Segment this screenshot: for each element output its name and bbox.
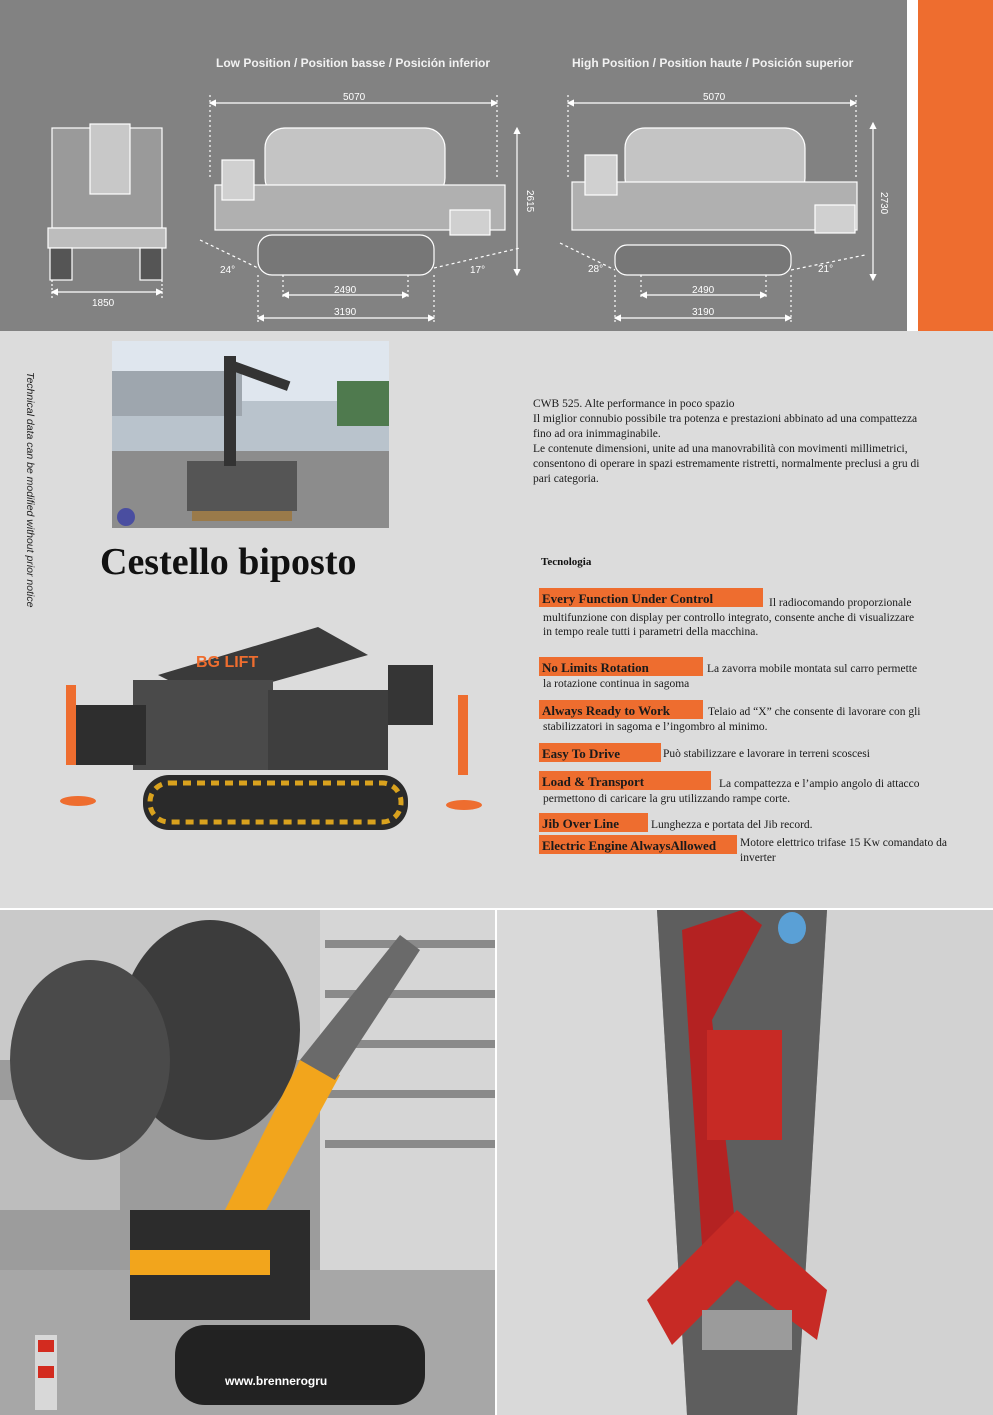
low-height-label: 2615 [524,190,535,213]
high-height-label: 2730 [878,192,889,215]
low-angle-left: 24° [220,265,236,276]
feature-label-no-limits: No Limits Rotation [539,657,703,676]
intro-text [533,397,923,487]
high-length-label: 5070 [703,92,726,103]
low-position-drawing [200,95,520,324]
low-position-title: Low Position / Position basse / Posición inferior [216,56,491,70]
front-width-label: 1850 [92,298,115,309]
intro-line-1: Il miglior connubio possibile tra potenza e prestazioni abbinato ad una compattezza fino ad ora inimmaginabile. [533,413,918,440]
intro-line-2: Le contenute dimensioni, unite ad una manovrabilità con movimenti millimetrici, consentono di operare in spazi estremamente ristretti, normalmente preclusi a gru di pari categoria. [533,443,920,485]
feature-desc-electric-engine: Motore elettrico trifase 15 Kw comandato da inverter [740,837,947,864]
basket-photo [112,341,389,528]
feature-label-every-function: Every Function Under Control [539,588,763,607]
high-angle-right: 21° [818,264,834,275]
feature-desc-always-ready: Telaio ad “X” che consente di lavorare con gli stabilizzatori in sagoma e l’ingombro al minimo. [543,706,921,733]
high-track-inner: 2490 [692,285,715,296]
feature-desc-jib-over-line: Lunghezza e portata del Jib record. [651,819,813,831]
accent-tab [918,0,993,331]
low-angle-right: 17° [470,265,486,276]
disclaimer-note: Technical data can be modified without prior notice [24,372,36,608]
machine-illustration [58,615,496,845]
feature-label-always-ready: Always Ready to Work [539,700,703,719]
low-length-label: 5070 [343,92,366,103]
technology-heading: Tecnologia [541,556,592,568]
front-view-drawing [48,124,166,298]
feature-label-jib-over-line: Jib Over Line [539,813,648,832]
intro-heading: CWB 525. Alte performance in poco spazio [533,398,735,410]
feature-desc-easy-drive: Può stabilizzare e lavorare in terreni scoscesi [663,748,870,760]
feature-label-electric-engine: Electric Engine AlwaysAllowed [539,835,737,854]
feature-label-load-transport: Load & Transport [539,771,711,790]
feature-label-easy-drive: Easy To Drive [539,743,661,762]
machine-logo: BG LIFT [196,654,259,671]
tunnel-photo [497,910,993,1415]
high-position-title: High Position / Position haute / Posición superior [572,56,854,70]
dimension-panel [0,0,907,331]
website-text: www.brennerogru [225,1374,328,1388]
feature-desc-load-transport: La compattezza e l’ampio angolo di attacco permettono di caricare la gru utilizzando rampe corte. [543,778,920,805]
feature-desc-no-limits: La zavorra mobile montata sul carro permette la rotazione continua in sagoma [543,663,918,690]
building-site-photo [0,910,495,1415]
high-track-outer: 3190 [692,307,715,318]
feature-desc-every-function: Il radiocomando proporzionale multifunzione con display per controllo integrato, consente anche di visualizzare in tempo reale tutti i parametri della macchina. [543,597,915,638]
low-track-inner: 2490 [334,285,357,296]
high-angle-left: 28° [588,264,604,275]
high-position-drawing [560,95,873,324]
dimension-drawings [0,0,907,331]
low-track-outer: 3190 [334,307,357,318]
product-title: Cestello biposto [100,541,357,583]
